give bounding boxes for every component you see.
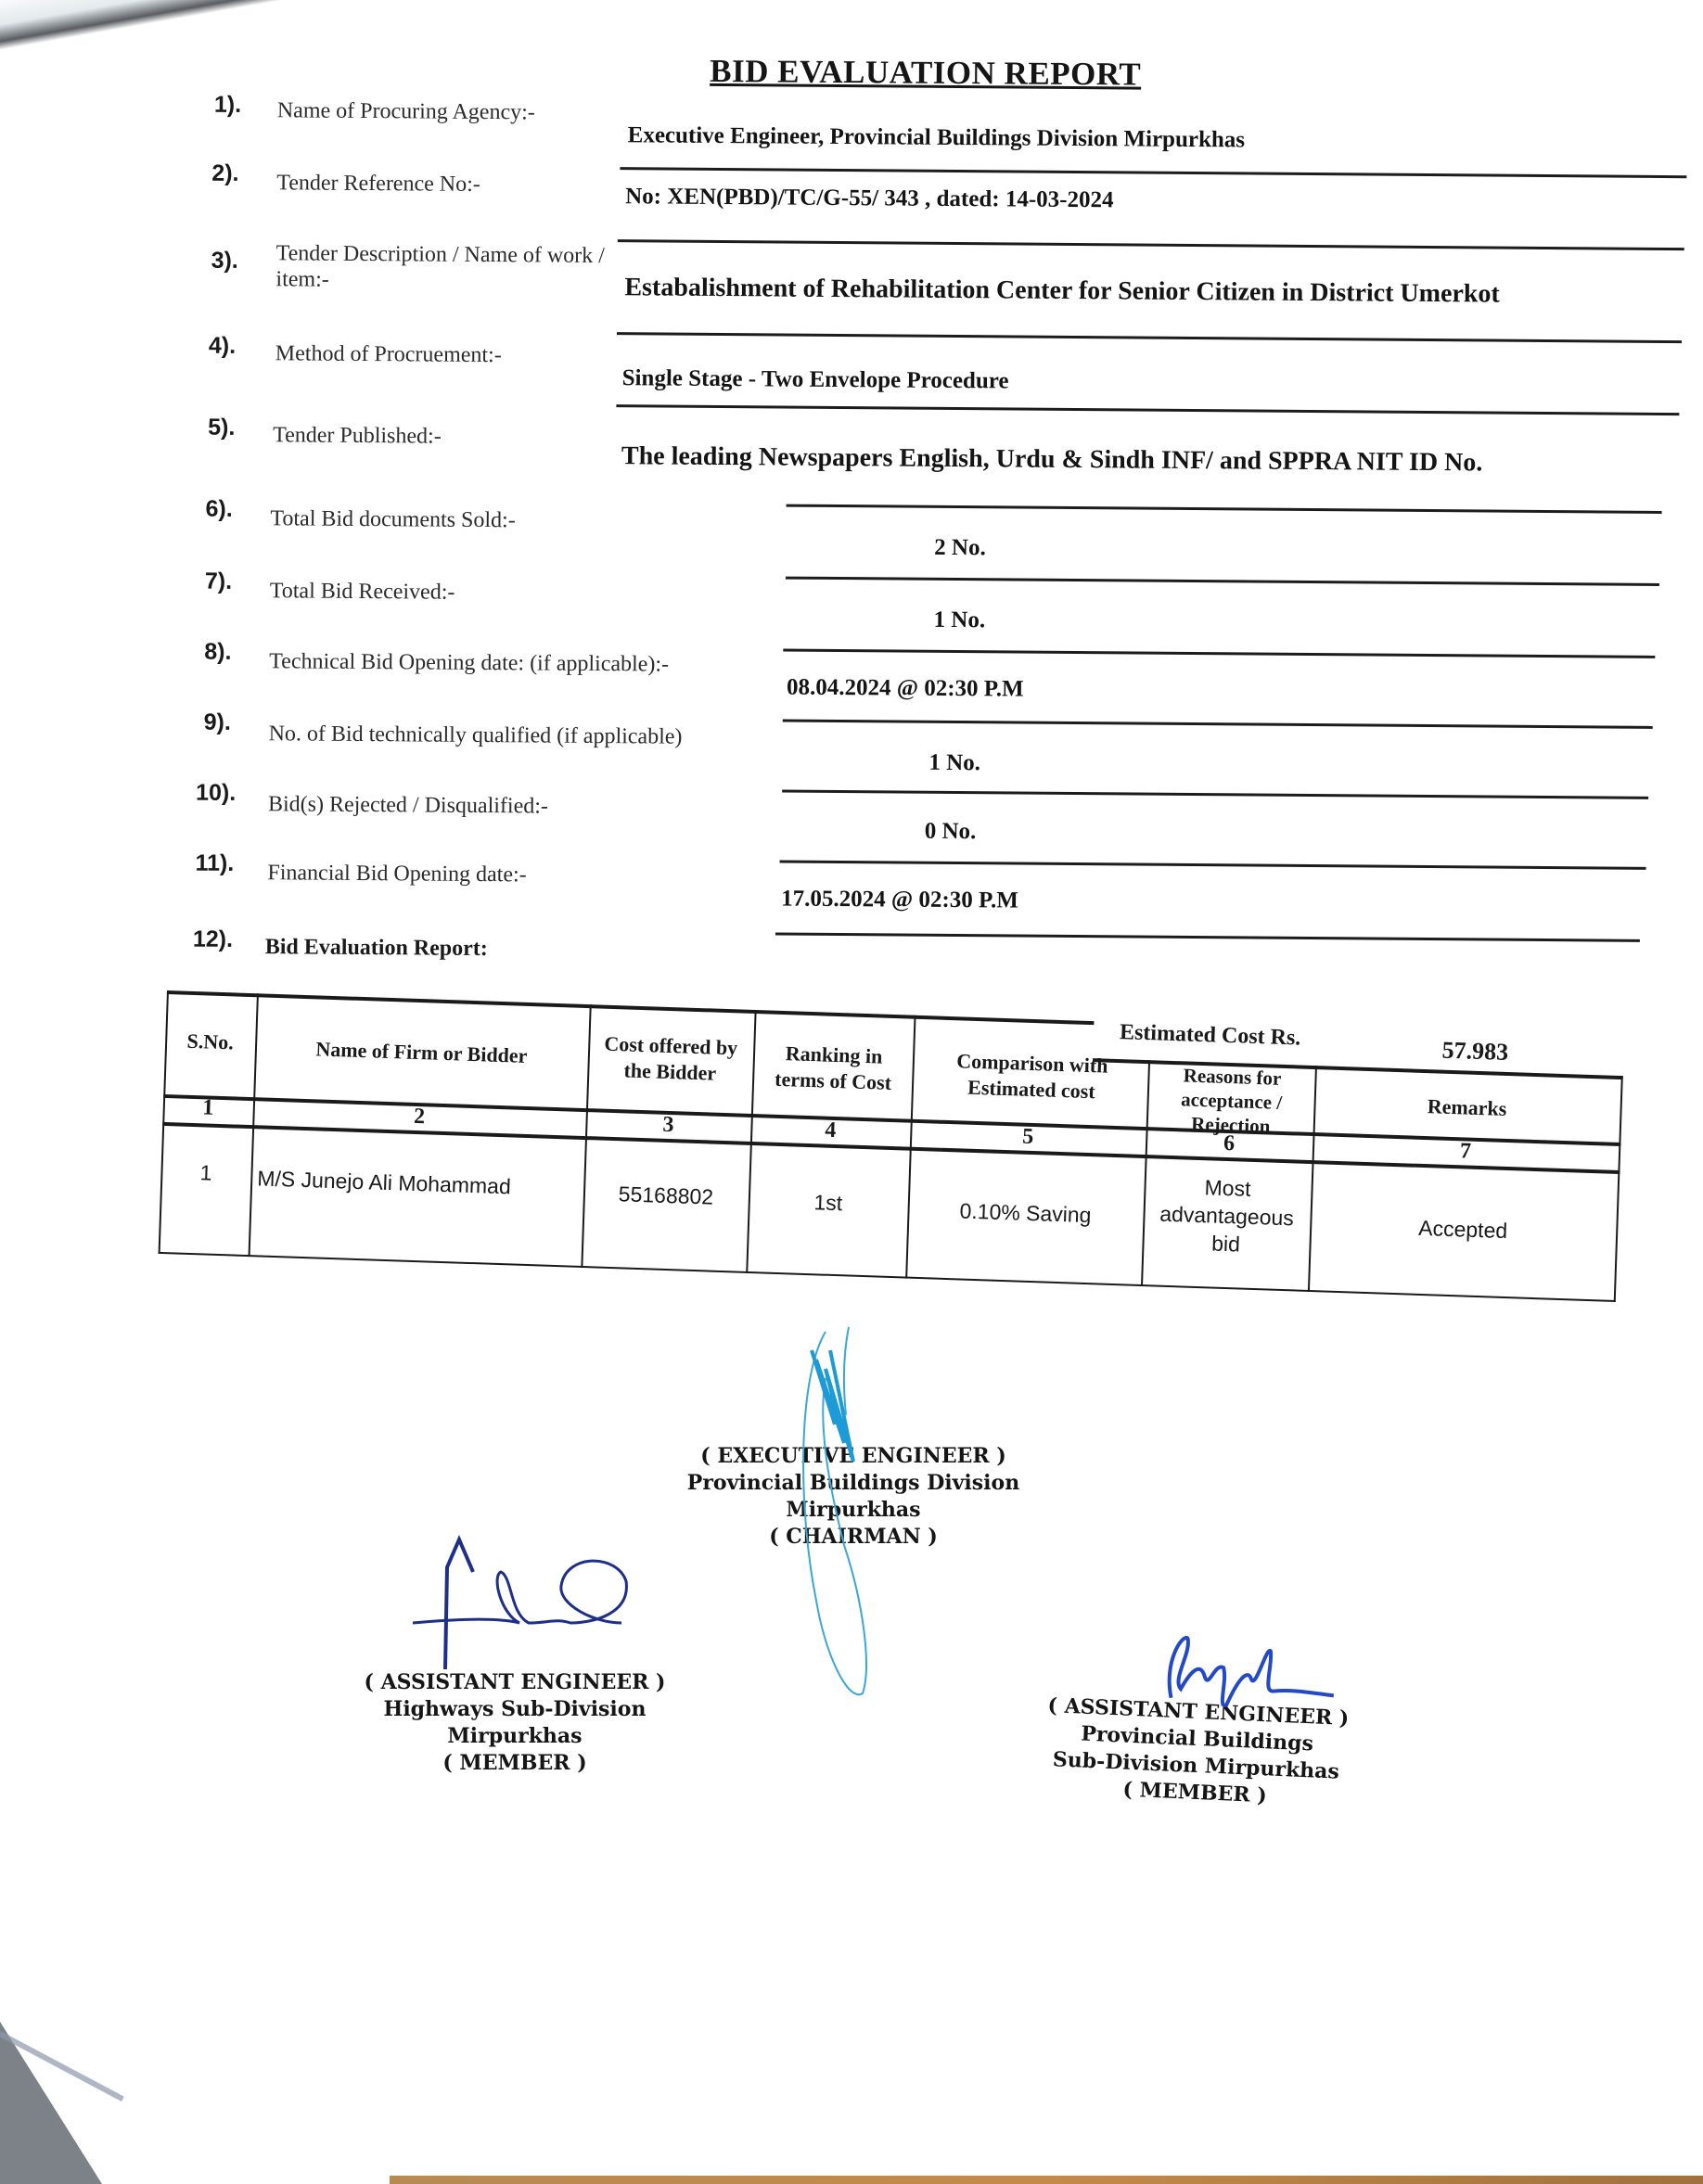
field-label-bid-received: Total Bid Received:- <box>269 579 455 605</box>
column-number: 3 <box>662 1112 674 1138</box>
field-number: 6). <box>205 495 233 522</box>
field-number: 7). <box>204 568 233 594</box>
signatory-office: Provincial Buildings Division <box>686 1471 1020 1495</box>
estimated-cost-label: Estimated Cost Rs. <box>1119 1020 1301 1051</box>
signatory-role: ( CHAIRMAN ) <box>769 1525 938 1549</box>
column-number: 7 <box>1459 1139 1472 1164</box>
cell-comparison: 0.10% Saving <box>959 1198 1092 1228</box>
field-value-tender-description: Estabalishment of Rehabilitation Center for Senior Citizen in District Umerkot <box>624 273 1500 309</box>
field-number: 10). <box>196 779 237 806</box>
signatory-role: ( MEMBER ) <box>1121 1777 1268 1808</box>
field-label-procurement-method: Method of Procruement:- <box>275 341 502 368</box>
underline <box>620 167 1686 178</box>
field-label-technical-bid-opening: Technical Bid Opening date: (if applicable):- <box>269 649 670 677</box>
field-number: 8). <box>204 638 232 665</box>
field-value-bids-rejected: 0 No. <box>924 818 977 845</box>
field-value-tender-published: The leading Newspapers English, Urdu & Sindh INF/ and SPPRA NIT ID No. <box>621 441 1483 478</box>
underline <box>780 861 1646 870</box>
field-value-bid-documents-sold: 2 No. <box>934 534 986 561</box>
field-label-tender-published: Tender Published:- <box>273 423 442 449</box>
page-title: BID EVALUATION REPORT <box>710 52 1142 93</box>
field-value-financial-bid-opening: 17.05.2024 @ 02:30 P.M <box>781 886 1018 913</box>
field-label-financial-bid-opening: Financial Bid Opening date:- <box>267 861 527 888</box>
signatory-title: ( ASSISTANT ENGINEER ) <box>1047 1692 1350 1731</box>
column-header-sno: S.No. <box>186 1028 235 1054</box>
field-number: 1). <box>213 91 242 118</box>
column-header-reasons: Reasons for acceptance / Rejection <box>1180 1064 1283 1138</box>
signatory-member-highways <box>362 1669 668 1777</box>
column-header-comparison: Comparison with Estimated cost <box>955 1049 1108 1104</box>
cell-remarks: Accepted <box>1417 1215 1508 1244</box>
signatory-office: Highways Sub-Division <box>383 1697 647 1721</box>
underline <box>616 404 1679 415</box>
column-number: 5 <box>1021 1124 1034 1150</box>
underline <box>617 332 1682 343</box>
signatory-title: ( EXECUTIVE ENGINEER ) <box>700 1444 1006 1468</box>
signatory-title: ( ASSISTANT ENGINEER ) <box>364 1670 666 1694</box>
underline <box>782 790 1648 799</box>
field-label-tender-description: Tender Description / Name of work / item:- <box>275 241 605 292</box>
field-number: 9). <box>203 709 232 735</box>
field-value-procuring-agency: Executive Engineer, Provincial Buildings Division Mirpurkhas <box>627 122 1246 153</box>
bid-evaluation-table <box>157 990 1624 1335</box>
signatory-location: Mirpurkhas <box>786 1498 921 1522</box>
field-label-technically-qualified: No. of Bid technically qualified (if applicable) <box>268 722 683 749</box>
signature-chairman <box>761 1322 909 1712</box>
field-label-bids-rejected: Bid(s) Rejected / Disqualified:- <box>267 792 549 819</box>
field-label-tender-reference: Tender Reference No:- <box>276 171 480 197</box>
underline <box>618 239 1684 250</box>
field-number: 12). <box>192 926 234 952</box>
field-number: 5). <box>208 414 236 441</box>
underline <box>775 932 1640 941</box>
column-number: 6 <box>1223 1130 1236 1156</box>
cell-sno: 1 <box>199 1160 212 1185</box>
underline <box>783 720 1653 729</box>
cell-bidder-name: M/S Junejo Ali Mohammad <box>256 1166 512 1199</box>
signatory-location: Mirpurkhas <box>447 1724 583 1748</box>
field-value-procurement-method: Single Stage - Two Envelope Procedure <box>621 365 1009 394</box>
section-label-bid-evaluation: Bid Evaluation Report: <box>264 935 488 962</box>
column-number: 2 <box>413 1104 426 1130</box>
field-value-bid-received: 1 No. <box>933 607 986 633</box>
column-header-bidder-name: Name of Firm or Bidder <box>315 1037 528 1067</box>
field-number: 11). <box>195 849 235 876</box>
column-header-cost-offered: Cost offered by the Bidder <box>604 1031 738 1085</box>
underline <box>787 504 1662 514</box>
cell-reasons: Most advantageous bid <box>1159 1175 1295 1257</box>
field-label-procuring-agency: Name of Procuring Agency:- <box>276 98 535 125</box>
underline <box>786 577 1659 586</box>
signatory-office: Provincial Buildings <box>1080 1721 1314 1756</box>
column-header-ranking: Ranking in terms of Cost <box>774 1041 892 1094</box>
column-header-remarks: Remarks <box>1427 1094 1507 1120</box>
field-number: 2). <box>211 160 239 186</box>
signatory-role: ( MEMBER ) <box>442 1751 587 1775</box>
signature-member-highways <box>408 1530 649 1679</box>
underline <box>783 649 1655 658</box>
field-value-technical-bid-opening: 08.04.2024 @ 02:30 P.M <box>786 674 1024 702</box>
signatory-member-buildings <box>1037 1692 1357 1814</box>
field-value-tender-reference: No: XEN(PBD)/TC/G-55/ 343 , dated: 14-03-2024 <box>625 184 1114 213</box>
field-label-bid-documents-sold: Total Bid documents Sold:- <box>270 506 516 533</box>
column-number: 4 <box>824 1118 837 1143</box>
signatory-location: Sub-Division Mirpurkhas <box>1052 1747 1340 1784</box>
cell-cost-offered: 55168802 <box>618 1181 714 1209</box>
field-number: 3). <box>211 247 238 274</box>
estimated-cost-value: 57.983 <box>1441 1036 1509 1066</box>
field-value-technically-qualified: 1 No. <box>928 749 981 776</box>
signatory-chairman <box>668 1443 1039 1551</box>
signature-member-buildings <box>1152 1623 1341 1724</box>
cell-ranking: 1st <box>813 1190 843 1216</box>
field-number: 4). <box>208 332 237 359</box>
column-number: 1 <box>201 1095 214 1120</box>
